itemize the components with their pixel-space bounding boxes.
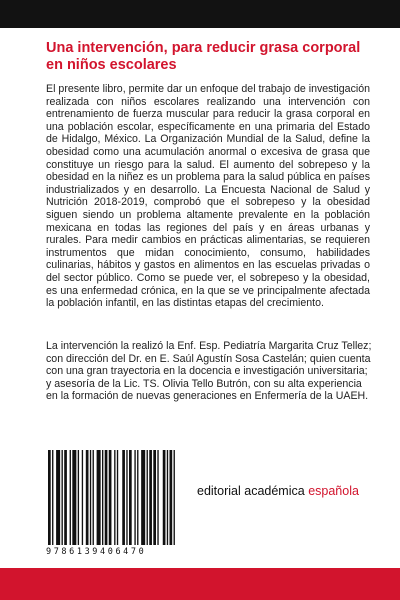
barcode-bar: [56, 450, 60, 545]
barcode-bar: [134, 450, 135, 545]
barcode-bar: [126, 450, 127, 545]
barcode-bar: [105, 450, 108, 545]
barcode-bar: [157, 450, 158, 545]
barcode-bar: [141, 450, 145, 545]
barcode-bar: [147, 450, 148, 545]
barcode-bar: [64, 450, 67, 545]
publisher-name: editorial académica: [197, 484, 305, 498]
barcode-bar: [149, 450, 152, 545]
barcode-bar: [97, 450, 101, 545]
barcode-bar: [170, 450, 173, 545]
barcode-bar: [122, 450, 125, 545]
publisher-name-accent: española: [308, 484, 359, 498]
barcode-bar: [109, 450, 112, 545]
barcode-bar: [62, 450, 63, 545]
barcode-bar: [167, 450, 168, 545]
barcode-bar: [174, 450, 175, 545]
top-band: [0, 0, 400, 28]
barcode-bars: [46, 450, 178, 545]
barcode-bar: [78, 450, 79, 545]
publisher-logo: [197, 484, 359, 498]
book-title: Una intervención, para reducir grasa corporal en niños escolares: [46, 40, 361, 73]
isbn-digits: 9786139406470: [46, 547, 147, 557]
barcode-bar: [137, 450, 138, 545]
bottom-band: [0, 568, 400, 600]
barcode-bar: [70, 450, 71, 545]
barcode-bar: [163, 450, 166, 545]
book-abstract: El presente libro, permite dar un enfoque del trabajo de investigación realizada con niños escolares realizando una intervención con entrenamiento de fuerza muscular para reducir la grasa corporal en una población escolar, específicamente en una primaria del Estado de Hidalgo, México. La Organización Mundial de la Salud, define la obesidad como una acumulación anormal o excesiva de grasa que constituye un riesgo para la salud. El aumento del sobrepeso y la obesidad en la niñez es un problema para la salud pública en países industrializados y en desarrollo. La Encuesta Nacional de Salud y Nutrición 2018-2019, comprobó que el sobrepeso y la obesidad siguen siendo un problema altamente prevalente en la población mexicana en todas las regiones del país y en áreas urbanas y rurales. Para medir cambios en prácticas alimentarias, se requieren instrumentos que midan conocimiento, consumo, habilidades culinarias, hábitos y gastos en alimentos en las escuelas privadas o del sector público. Como se puede ver, el sobrepeso y la obesidad, es una enfermedad crónica, en la que se ve principalmente afectada la población infantil, en las distintas etapas del crecimiento.: [46, 83, 370, 310]
barcode-bar: [82, 450, 83, 545]
barcode-bar: [102, 450, 103, 545]
barcode-bar: [48, 450, 51, 545]
barcode-bar: [117, 450, 118, 545]
barcode-bar: [129, 450, 132, 545]
barcode-bar: [93, 450, 94, 545]
barcode-bar: [52, 450, 53, 545]
barcode-bar: [86, 450, 89, 545]
isbn-barcode: [46, 450, 178, 562]
barcode-bar: [114, 450, 115, 545]
barcode-bar: [90, 450, 91, 545]
author-bio: La intervención la realizó la Enf. Esp. Pediatría Margarita Cruz Tellez; con dirección del Dr. en E. Saúl Agustín Sosa Castelán; quien cuenta con una gran trayectoria en la docencia e investigación universitaria; y asesoría de la Lic. TS. Olivia Tello Butrón, con su alta experiencia en la formación de nuevas generaciones en Enfermería de la UAEH.: [46, 340, 372, 403]
barcode-bar: [153, 450, 156, 545]
barcode-bar: [72, 450, 76, 545]
